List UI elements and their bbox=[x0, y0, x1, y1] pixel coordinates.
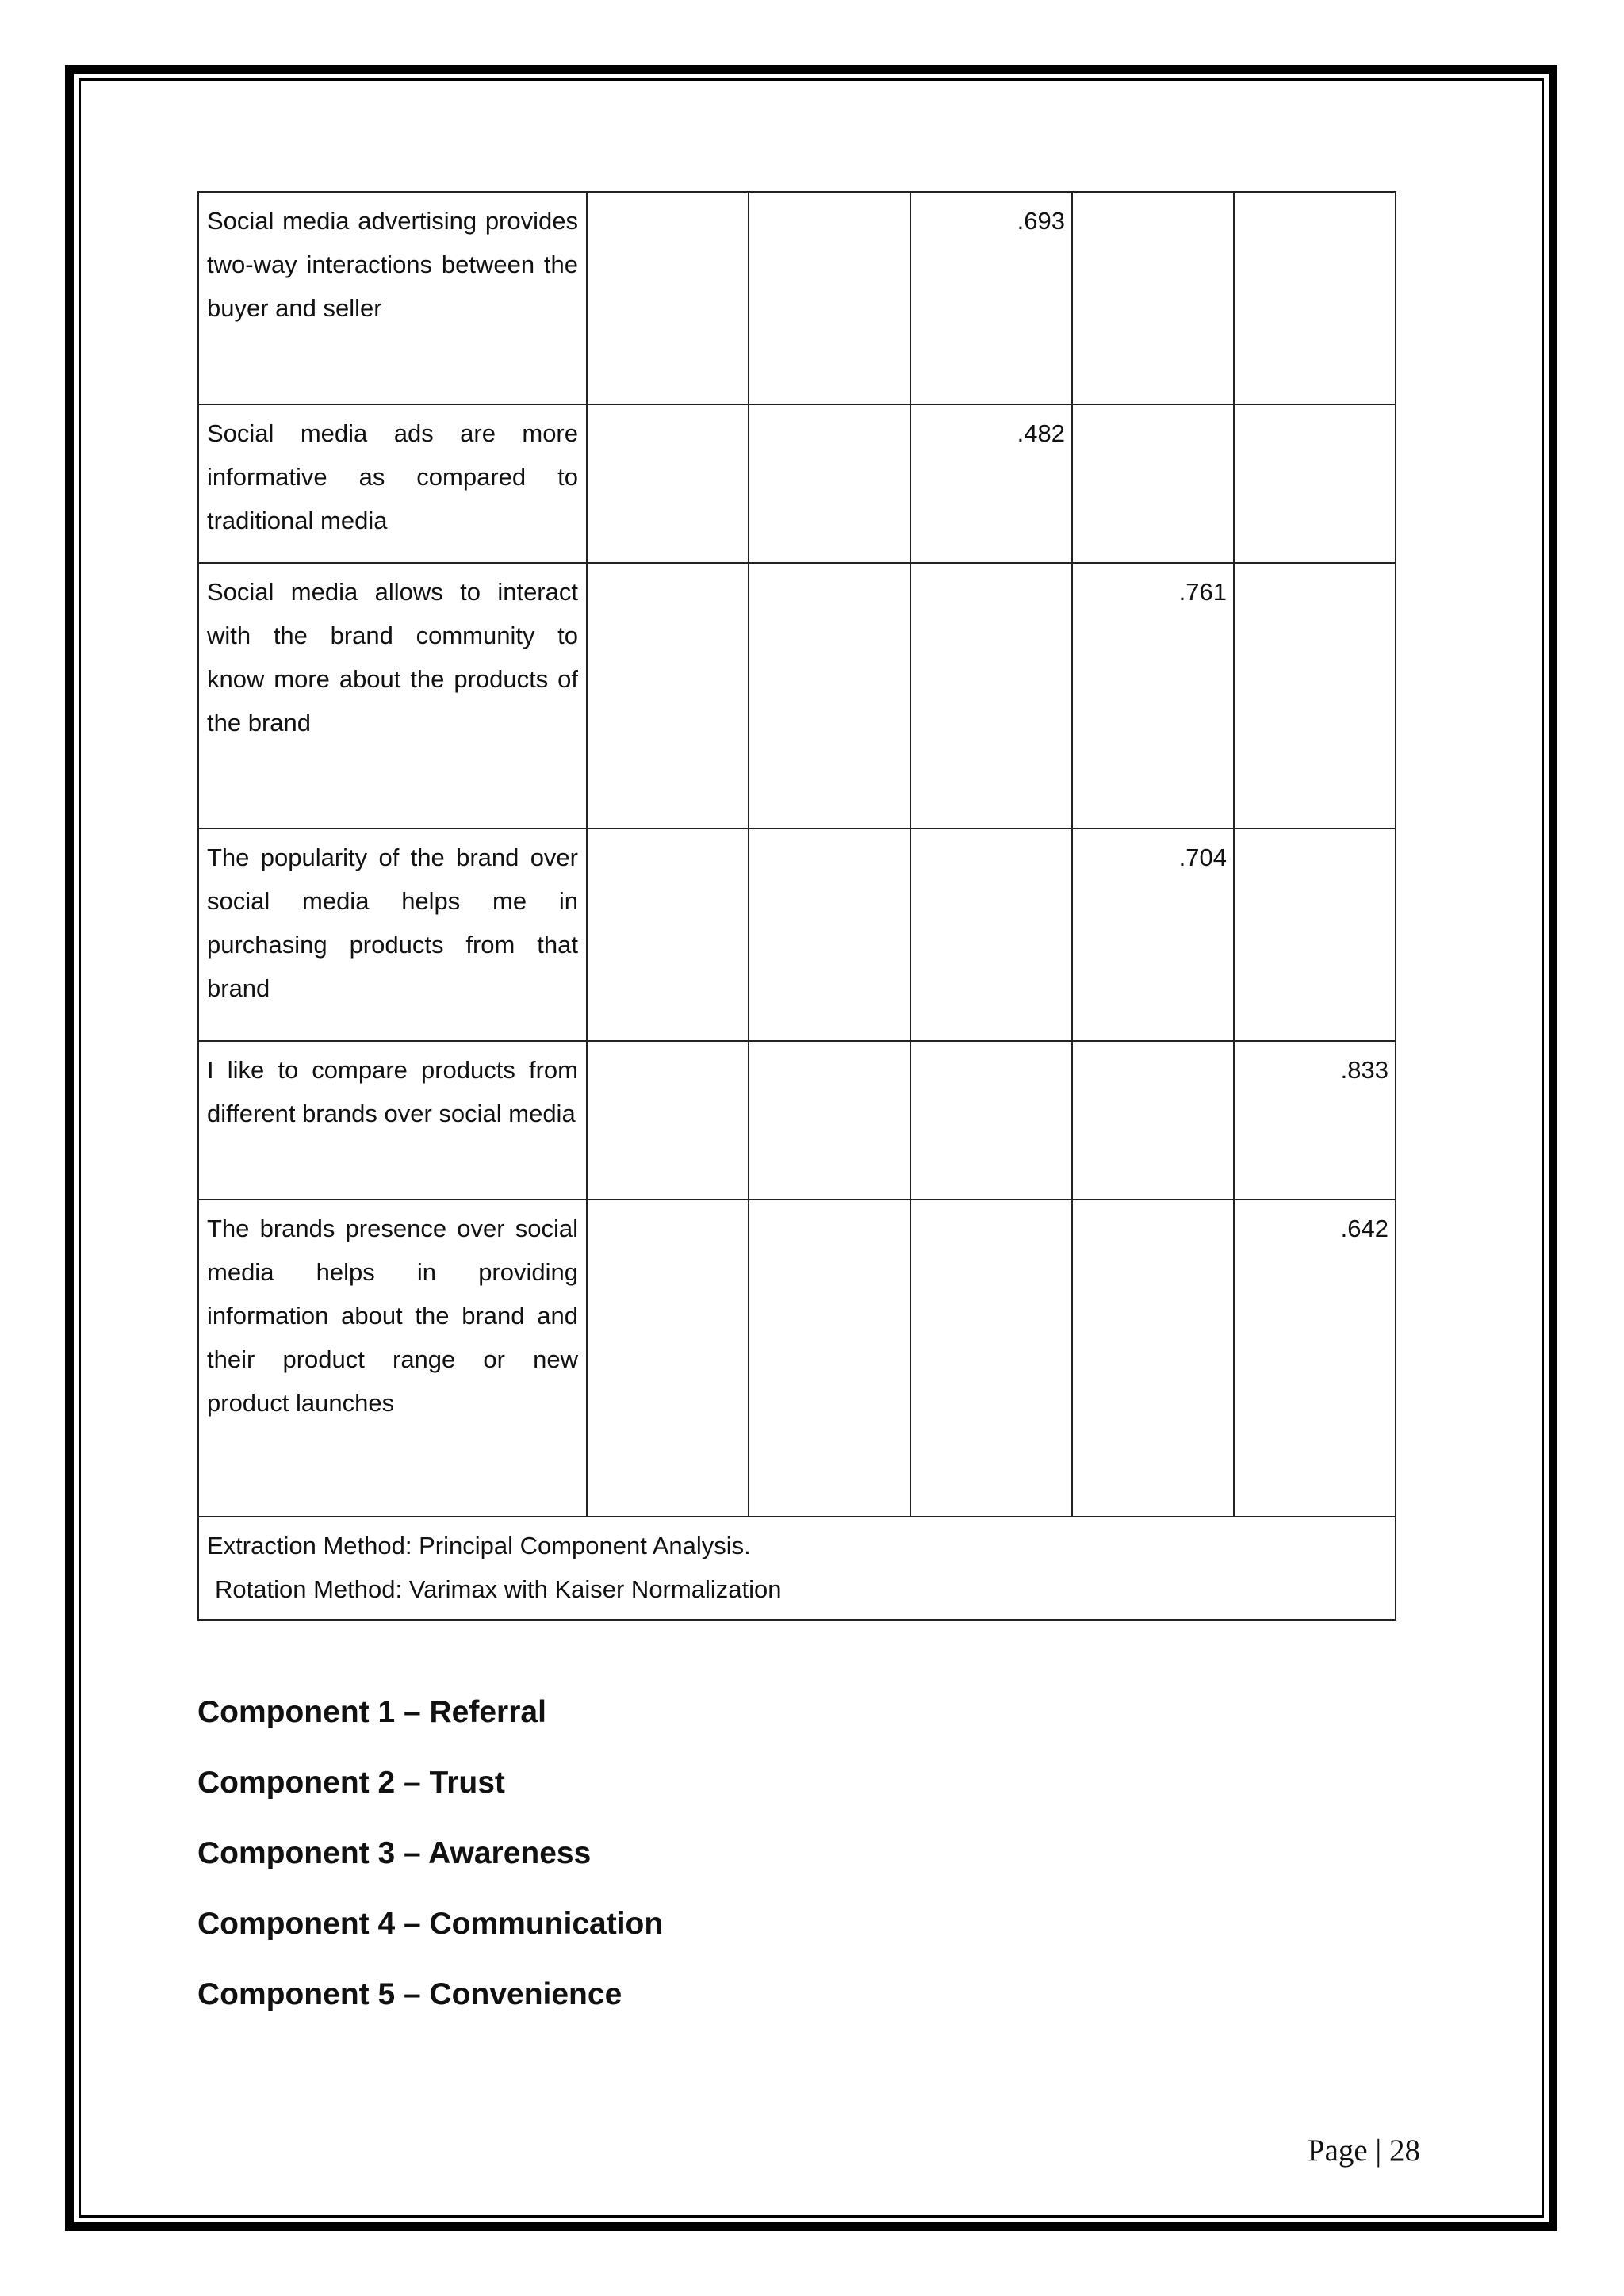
loading-cell-c5 bbox=[1234, 404, 1396, 563]
loading-cell-c2 bbox=[749, 1200, 910, 1517]
loading-cell-c2 bbox=[749, 1041, 910, 1200]
loading-cell-c4 bbox=[1072, 192, 1234, 404]
loading-cell-c3: .482 bbox=[910, 404, 1072, 563]
loading-cell-c2 bbox=[749, 563, 910, 828]
statement-cell: Social media advertising provides two-way interactions between the buyer and seller bbox=[198, 192, 587, 404]
extraction-method-note: Extraction Method: Principal Component Analysis. bbox=[207, 1532, 751, 1559]
loading-cell-c1 bbox=[587, 404, 749, 563]
loading-cell-c2 bbox=[749, 192, 910, 404]
component-label: Component 4 – Communication bbox=[197, 1907, 664, 1941]
loading-cell-c4 bbox=[1072, 1041, 1234, 1200]
loading-cell-c5: .642 bbox=[1234, 1200, 1396, 1517]
statement-cell: Social media ads are more informative as compared to traditional media bbox=[198, 404, 587, 563]
loading-cell-c5 bbox=[1234, 192, 1396, 404]
statement-cell: I like to compare products from different brands over social media bbox=[198, 1041, 587, 1200]
table-footnote-row bbox=[198, 1517, 1396, 1620]
loading-cell-c3 bbox=[910, 1200, 1072, 1517]
loading-cell-c5 bbox=[1234, 563, 1396, 828]
component-label: Component 3 – Awareness bbox=[197, 1836, 592, 1870]
loading-cell-c1 bbox=[587, 1200, 749, 1517]
statement-cell: The brands presence over social media helps in providing information about the brand and their product range or new product launches bbox=[198, 1200, 587, 1517]
loading-cell-c4 bbox=[1072, 1200, 1234, 1517]
loading-cell-c3 bbox=[910, 563, 1072, 828]
rotated-component-matrix-table bbox=[197, 191, 1396, 1621]
table-row bbox=[198, 404, 1396, 563]
statement-cell: Social media allows to interact with the brand community to know more about the products of the brand bbox=[198, 563, 587, 828]
loading-cell-c1 bbox=[587, 563, 749, 828]
component-list bbox=[197, 1677, 663, 2030]
table-row bbox=[198, 1041, 1396, 1200]
table-row bbox=[198, 1200, 1396, 1517]
loading-cell-c1 bbox=[587, 828, 749, 1041]
component-label: Component 5 – Convenience bbox=[197, 1977, 622, 2011]
rotation-method-note: Rotation Method: Varimax with Kaiser Normalization bbox=[215, 1575, 782, 1603]
loading-cell-c5: .833 bbox=[1234, 1041, 1396, 1200]
loading-cell-c3 bbox=[910, 828, 1072, 1041]
statement-cell: The popularity of the brand over social media helps me in purchasing products from that brand bbox=[198, 828, 587, 1041]
loading-cell-c4 bbox=[1072, 404, 1234, 563]
loading-cell-c4: .704 bbox=[1072, 828, 1234, 1041]
loading-cell-c5 bbox=[1234, 828, 1396, 1041]
loading-cell-c1 bbox=[587, 1041, 749, 1200]
loading-cell-c2 bbox=[749, 828, 910, 1041]
table-row bbox=[198, 828, 1396, 1041]
loading-cell-c3: .693 bbox=[910, 192, 1072, 404]
loading-cell-c4: .761 bbox=[1072, 563, 1234, 828]
table-footnote bbox=[198, 1517, 1396, 1620]
loading-cell-c3 bbox=[910, 1041, 1072, 1200]
page-number: Page | 28 bbox=[1307, 2133, 1420, 2168]
loading-cell-c2 bbox=[749, 404, 910, 563]
loading-cell-c1 bbox=[587, 192, 749, 404]
component-label: Component 1 – Referral bbox=[197, 1695, 546, 1729]
component-label: Component 2 – Trust bbox=[197, 1766, 505, 1800]
table-row bbox=[198, 192, 1396, 404]
table-row bbox=[198, 563, 1396, 828]
